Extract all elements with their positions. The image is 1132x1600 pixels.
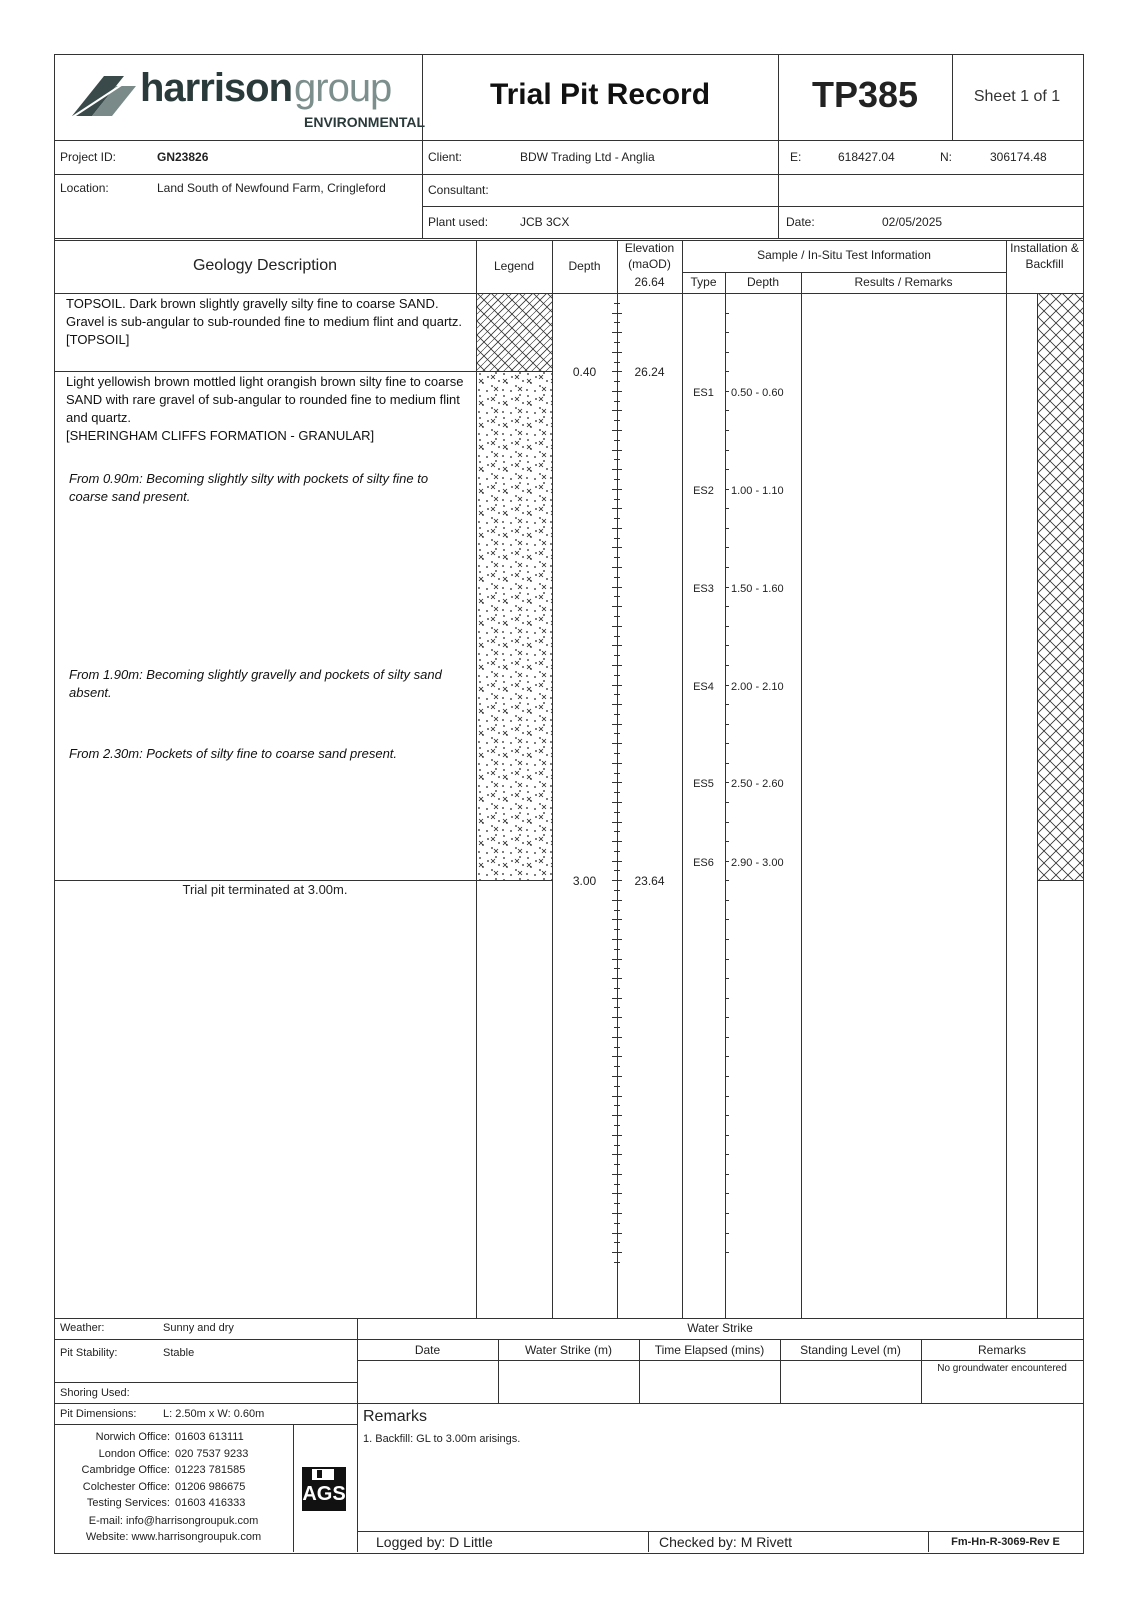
depth-tick (612, 822, 622, 823)
depth-tick (612, 450, 622, 451)
northing-label: N: (940, 150, 952, 164)
stability-value: Stable (163, 1347, 195, 1359)
client-value: BDW Trading Ltd - Anglia (520, 150, 655, 164)
depth-tick (612, 685, 622, 686)
sample-tick (725, 508, 729, 509)
office-label: Colchester Office: (82, 1480, 170, 1493)
client-label: Client: (428, 150, 463, 164)
sample-tick (725, 567, 729, 568)
sample-tick (725, 391, 729, 392)
depth-tick (612, 645, 622, 646)
depth-tick (612, 430, 622, 431)
depth-tick (612, 606, 622, 607)
sample-type: ES6 (693, 856, 714, 869)
depth-tick (614, 714, 620, 715)
pit-id: TP385 (811, 74, 919, 115)
depth-tick (614, 479, 620, 480)
termination-note: Trial pit terminated at 3.00m. (182, 882, 348, 897)
sample-tick (725, 1056, 729, 1057)
depth-tick (612, 567, 622, 568)
ws-header-date: Date (414, 1343, 441, 1357)
col-results: Results / Remarks (854, 275, 953, 289)
sample-tick (725, 293, 729, 294)
shoring-label: Shoring Used: (60, 1387, 130, 1399)
sample-type: ES1 (693, 386, 714, 399)
sample-tick (725, 1017, 729, 1018)
depth-tick (612, 1135, 622, 1136)
col-geology: Geology Description (192, 257, 338, 274)
office-label: Cambridge Office: (81, 1464, 170, 1476)
office-label: London Office: (98, 1447, 170, 1460)
sample-tick (725, 724, 729, 725)
depth-tick (612, 1233, 622, 1234)
col-sample-info: Sample / In-Situ Test Information (757, 248, 931, 262)
ws-header-strike: Water Strike (m) (525, 1343, 612, 1357)
note-0-90: From 0.90m: Becoming slightly silty with pockets of silty fine to coarse sand present. (69, 471, 429, 504)
sample-tick (725, 469, 729, 470)
depth-tick (614, 988, 620, 989)
logged-by: Logged by: D Little (376, 1534, 493, 1550)
depth-tick (614, 616, 620, 617)
dims-label: Pit Dimensions: (60, 1408, 137, 1420)
depth-tick (612, 861, 622, 862)
sample-tick (725, 587, 729, 588)
legend-sand (477, 371, 553, 880)
col-backfill: Backfill (1025, 257, 1064, 271)
sample-depth: 2.50 - 2.60 (731, 778, 784, 791)
sample-tick (725, 450, 729, 451)
depth-tick (612, 919, 622, 920)
depth-tick (614, 773, 620, 774)
stratum-1-elevation: 26.24 (634, 365, 665, 379)
depth-tick (614, 518, 620, 519)
stratum-2-elevation: 23.64 (634, 874, 665, 888)
office-phone: 01223 781585 (175, 1464, 246, 1476)
depth-tick (614, 929, 620, 930)
sample-tick (725, 332, 729, 333)
ws-header-elapsed: Time Elapsed (mins) (654, 1343, 765, 1357)
depth-tick (612, 841, 622, 842)
depth-tick (612, 547, 622, 548)
depth-tick (614, 459, 620, 460)
depth-tick (614, 890, 620, 891)
depth-tick (614, 1203, 620, 1204)
depth-tick (612, 665, 622, 666)
sample-tick (725, 410, 729, 411)
depth-tick (614, 1223, 620, 1224)
sample-tick (725, 939, 729, 940)
website: Website: www.harrisongroupuk.com (85, 1531, 262, 1543)
col-elevation: Elevation (624, 241, 675, 255)
sample-tick (725, 1037, 729, 1038)
depth-tick (612, 1115, 622, 1116)
col-legend: Legend (493, 259, 535, 273)
checked-by: Checked by: M Rivett (659, 1534, 793, 1550)
logo-sub: ENVIRONMENTAL (304, 114, 426, 130)
depth-tick (614, 694, 620, 695)
depth-tick (614, 1047, 620, 1048)
depth-tick (612, 489, 622, 490)
stratum-1 (66, 295, 466, 349)
project-id: GN23826 (157, 150, 209, 164)
depth-tick (612, 410, 622, 411)
sample-tick (725, 1213, 729, 1214)
form-ref: Fm-Hn-R-3069-Rev E (951, 1536, 1060, 1548)
depth-tick (614, 401, 620, 402)
depth-tick (614, 420, 620, 421)
depth-tick (612, 1096, 622, 1097)
sample-tick (725, 1096, 729, 1097)
sample-tick (725, 998, 729, 999)
stratum-1-depth: 0.40 (572, 365, 597, 379)
depth-tick (614, 1145, 620, 1146)
depth-tick (614, 655, 620, 656)
sample-type: ES2 (693, 484, 714, 497)
office-phone: 01603 613111 (175, 1431, 244, 1443)
depth-tick (614, 381, 620, 382)
sample-tick (725, 665, 729, 666)
depth-tick (614, 870, 620, 871)
office-phone: 01206 986675 (175, 1480, 246, 1493)
sample-tick (725, 763, 729, 764)
depth-tick (612, 1056, 622, 1057)
depth-tick (614, 831, 620, 832)
office-phone: 01603 416333 (175, 1497, 246, 1509)
sample-tick (725, 1115, 729, 1116)
depth-tick (614, 1105, 620, 1106)
depth-tick (614, 322, 620, 323)
location-label: Location: (60, 181, 109, 195)
sample-tick (725, 841, 729, 842)
depth-tick (614, 675, 620, 676)
sample-tick (725, 528, 729, 529)
depth-tick (614, 1164, 620, 1165)
depth-tick (612, 587, 622, 588)
depth-tick (612, 1193, 622, 1194)
backfill-hatch (1038, 293, 1083, 880)
col-elevation-unit: (maOD) (628, 257, 671, 271)
office-label: Norwich Office: (95, 1431, 170, 1443)
depth-tick (612, 978, 622, 979)
remarks-text: 1. Backfill: GL to 3.00m arisings. (363, 1433, 521, 1445)
depth-tick (612, 900, 622, 901)
stability-label: Pit Stability: (60, 1347, 118, 1359)
sample-tick (725, 1252, 729, 1253)
easting-value: 618427.04 (838, 150, 895, 164)
depth-tick (612, 626, 622, 627)
company-logo (62, 62, 426, 137)
sample-tick (725, 371, 729, 372)
sample-tick (725, 880, 729, 881)
depth-tick (612, 880, 622, 881)
ags-text: AGS (302, 1483, 346, 1505)
logo-brand-bold: harrison (140, 66, 293, 110)
depth-tick (612, 293, 622, 294)
depth-tick (614, 1066, 620, 1067)
sample-tick (725, 822, 729, 823)
sample-tick (725, 313, 729, 314)
ags-logo (302, 1467, 346, 1511)
col-installation: Installation & (1010, 241, 1079, 255)
sample-depth: 2.90 - 3.00 (731, 856, 784, 869)
sample-tick (725, 430, 729, 431)
stratum-2 (66, 373, 466, 445)
sample-tick (725, 704, 729, 705)
depth-tick (614, 851, 620, 852)
date-value: 02/05/2025 (882, 215, 943, 229)
depth-tick (612, 939, 622, 940)
plant-value: JCB 3CX (520, 215, 570, 229)
plant-label: Plant used: (428, 215, 489, 229)
sample-tick (725, 685, 729, 686)
depth-tick (614, 753, 620, 754)
sample-tick (725, 919, 729, 920)
consultant-label: Consultant: (428, 183, 489, 197)
sample-tick (725, 606, 729, 607)
stratum-1-unit: [TOPSOIL] (66, 332, 130, 347)
sample-tick (725, 1154, 729, 1155)
sample-depth: 1.00 - 1.10 (731, 484, 784, 497)
depth-tick (612, 1076, 622, 1077)
sample-tick (725, 352, 729, 353)
note-2-30: From 2.30m: Pockets of silty fine to coarse sand present. (69, 746, 398, 761)
sample-tick (725, 743, 729, 744)
sample-tick (725, 959, 729, 960)
sample-tick (725, 802, 729, 803)
sample-tick (725, 1233, 729, 1234)
depth-tick (612, 1154, 622, 1155)
sample-type: ES4 (693, 680, 714, 693)
sample-type: ES3 (693, 582, 714, 595)
depth-tick (614, 792, 620, 793)
depth-tick (612, 802, 622, 803)
sample-tick (725, 1076, 729, 1077)
location-value: Land South of Newfound Farm, Cringleford (157, 181, 386, 195)
date-label: Date: (786, 215, 815, 229)
depth-tick (612, 391, 622, 392)
sample-tick (725, 489, 729, 490)
depth-tick (614, 342, 620, 343)
water-strike-title: Water Strike (687, 1321, 753, 1335)
depth-tick (612, 528, 622, 529)
depth-tick (614, 1242, 620, 1243)
sample-tick (725, 782, 729, 783)
depth-tick (614, 733, 620, 734)
depth-tick (612, 313, 622, 314)
stratum-2-unit: [SHERINGHAM CLIFFS FORMATION - GRANULAR] (66, 428, 375, 443)
depth-tick (614, 910, 620, 911)
depth-tick (612, 782, 622, 783)
depth-tick (612, 469, 622, 470)
sample-tick (725, 900, 729, 901)
depth-tick (614, 538, 620, 539)
remarks-title: Remarks (363, 1408, 428, 1425)
sample-tick (725, 1193, 729, 1194)
sample-tick (725, 645, 729, 646)
col-sample-depth: Depth (746, 275, 780, 289)
depth-tick (612, 743, 622, 744)
depth-tick (612, 371, 622, 372)
weather-value: Sunny and dry (163, 1322, 234, 1334)
ws-header-standing: Standing Level (m) (800, 1343, 901, 1357)
depth-tick (612, 704, 622, 705)
depth-tick (612, 352, 622, 353)
office-phone: 020 7537 9233 (175, 1447, 249, 1460)
depth-tick (612, 998, 622, 999)
note-1-90: From 1.90m: Becoming slightly gravelly and pockets of silty sand absent. (69, 667, 442, 700)
depth-tick (614, 1027, 620, 1028)
sample-type: ES5 (693, 778, 714, 791)
legend-topsoil (477, 293, 553, 371)
sample-tick (725, 626, 729, 627)
depth-tick (612, 724, 622, 725)
depth-tick (614, 577, 620, 578)
depth-tick (614, 1007, 620, 1008)
depth-tick (612, 1252, 622, 1253)
sample-depth: 1.50 - 1.60 (731, 582, 784, 595)
depth-tick (612, 763, 622, 764)
sample-depth: 2.00 - 2.10 (731, 680, 784, 693)
col-type: Type (690, 275, 717, 289)
office-label: Testing Services: (86, 1497, 170, 1509)
depth-tick (614, 968, 620, 969)
depth-tick (614, 596, 620, 597)
northing-value: 306174.48 (990, 150, 1047, 164)
depth-tick (612, 508, 622, 509)
depth-tick (614, 1184, 620, 1185)
depth-tick (614, 636, 620, 637)
sample-tick (725, 547, 729, 548)
sheet-number: Sheet 1 of 1 (973, 88, 1061, 105)
logo-mark-icon (64, 68, 144, 128)
depth-tick (612, 1174, 622, 1175)
depth-tick (612, 332, 622, 333)
depth-tick (614, 440, 620, 441)
stratum-1-text: TOPSOIL. Dark brown slightly gravelly silty fine to coarse SAND. Gravel is sub-angular to sub-rounded fine to medium flint and quartz. (66, 296, 462, 329)
depth-tick (614, 1125, 620, 1126)
sample-tick (725, 978, 729, 979)
dims-value: L: 2.50m x W: 0.60m (163, 1408, 265, 1420)
ws-remark: No groundwater encountered (937, 1363, 1067, 1374)
depth-tick (612, 959, 622, 960)
depth-tick (614, 557, 620, 558)
ws-header-remarks: Remarks (977, 1343, 1026, 1357)
project-id-label: Project ID: (60, 150, 117, 164)
sample-depth: 0.50 - 0.60 (731, 386, 784, 399)
depth-tick (614, 303, 620, 304)
sample-tick (725, 1135, 729, 1136)
weather-label: Weather: (60, 1322, 105, 1334)
depth-tick (614, 1086, 620, 1087)
depth-tick (612, 1017, 622, 1018)
elevation-top: 26.64 (634, 275, 665, 289)
email: E-mail: info@harrisongroupuk.com (88, 1515, 259, 1527)
depth-tick (614, 499, 620, 500)
sample-tick (725, 861, 729, 862)
depth-tick (614, 949, 620, 950)
page-title: Trial Pit Record (489, 78, 711, 111)
depth-tick (614, 1262, 620, 1263)
logo-brand-light: group (294, 66, 392, 110)
depth-tick (614, 812, 620, 813)
depth-tick (612, 1037, 622, 1038)
col-depth: Depth (568, 259, 601, 273)
depth-tick (614, 362, 620, 363)
stratum-2-depth: 3.00 (572, 874, 597, 888)
easting-label: E: (790, 150, 802, 164)
sample-tick (725, 1174, 729, 1175)
depth-tick (612, 1213, 622, 1214)
stratum-2-text: Light yellowish brown mottled light orangish brown silty fine to coarse SAND with rare gravel of sub-angular to rounded fine to medium flint and quartz. (66, 374, 464, 425)
